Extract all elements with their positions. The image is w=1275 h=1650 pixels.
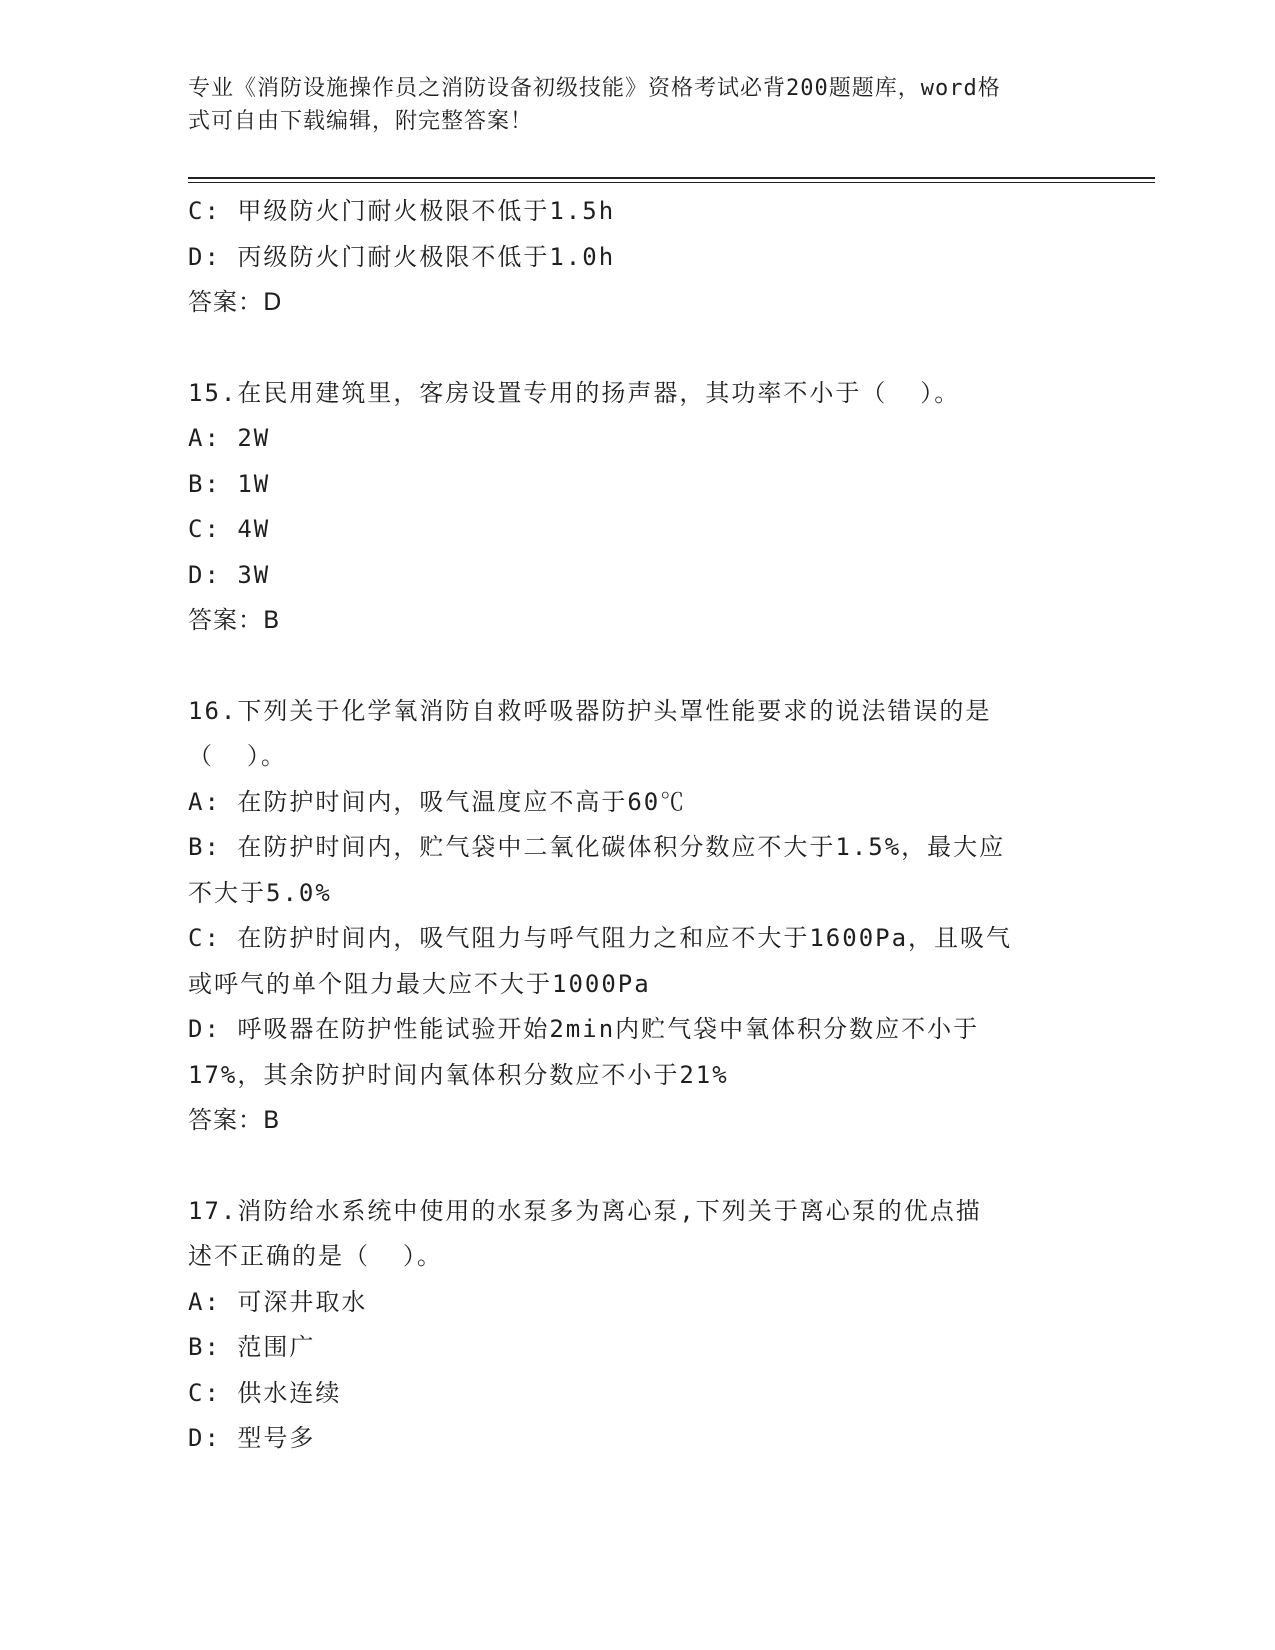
option-b-cont: 不大于5.0% [188, 878, 332, 907]
header-line-1: 专业《消防设施操作员之消防设备初级技能》资格考试必背200题题库，word格 [188, 76, 1001, 101]
question-14-tail [188, 189, 1088, 326]
option-c: C: 甲级防火门耐火极限不低于1.5h [188, 197, 616, 225]
option-d: D: 3W [188, 560, 271, 589]
answer: 答案：B [188, 1106, 281, 1134]
question-text: 15.在民用建筑里，客房设置专用的扬声器，其功率不小于（ ）。 [188, 378, 961, 407]
option-b: B: 1W [188, 469, 271, 498]
option-c: C: 供水连续 [188, 1378, 342, 1407]
question-list [188, 189, 1088, 1462]
option-d: D: 呼吸器在防护性能试验开始2min内贮气袋中氧体积分数应不小于 [188, 1015, 980, 1043]
question-15 [188, 371, 1088, 644]
question-text-cont: 述不正确的是（ ）。 [188, 1242, 443, 1270]
question-text: 17.消防给水系统中使用的水泵多为离心泵,下列关于离心泵的优点描 [188, 1196, 982, 1225]
option-c-cont: 或呼气的单个阻力最大应不大于1000Pa [188, 969, 651, 998]
header-line-2: 式可自由下载编辑，附完整答案！ [188, 109, 534, 134]
answer: 答案：B [188, 606, 281, 634]
header-divider-thin [188, 182, 1155, 183]
option-a: A: 2W [188, 424, 271, 452]
option-d: D: 丙级防火门耐火极限不低于1.0h [188, 242, 616, 271]
option-c: C: 在防护时间内，吸气阻力与呼气阻力之和应不大于1600Pa，且吸气 [188, 924, 1013, 952]
question-17 [188, 1189, 1088, 1462]
header-divider-thick [188, 177, 1155, 179]
option-b: B: 在防护时间内，贮气袋中二氧化碳体积分数应不大于1.5%，最大应 [188, 833, 1006, 861]
option-a: A: 可深井取水 [188, 1287, 368, 1316]
document-header [188, 72, 1068, 138]
option-c: C: 4W [188, 515, 271, 543]
question-16 [188, 689, 1088, 1144]
question-text-cont: （ ）。 [188, 742, 287, 770]
answer: 答案：D [188, 288, 283, 316]
option-d-cont: 17%，其余防护时间内氧体积分数应不小于21% [188, 1060, 729, 1089]
option-a: A: 在防护时间内，吸气温度应不高于60℃ [188, 787, 687, 816]
option-d: D: 型号多 [188, 1424, 316, 1452]
question-text: 16.下列关于化学氧消防自救呼吸器防护头罩性能要求的说法错误的是 [188, 696, 992, 725]
option-b: B: 范围广 [188, 1333, 316, 1361]
